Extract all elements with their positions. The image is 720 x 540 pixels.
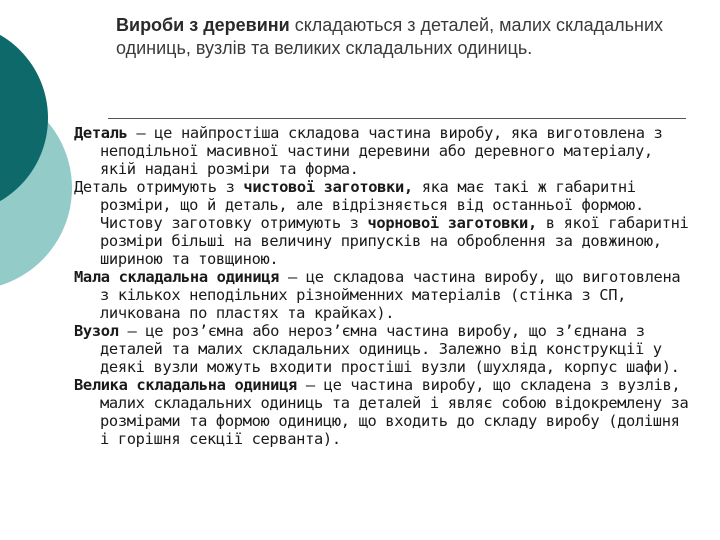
paragraph-vuzol <box>74 322 692 376</box>
zahotovka-text-1: Деталь отримують з <box>74 178 244 196</box>
zahotovka-text-2: яка має такі ж габаритні розміри, що й деталь, але відрізняється від останньої формою. Чистову заготовку отримують з <box>100 178 644 232</box>
term-chornova-zahotovka: чорнової заготовки, <box>367 214 537 232</box>
term-mala-odynytsia: Мала складальна одиниця <box>74 268 280 286</box>
definition-mala-odynytsia: – це складова частина виробу, що виготовлена з кількох неподільних різнойменних матеріалів (стінка з СП, личкована по пластях та крайках). <box>100 268 681 322</box>
title-rest: складаються з деталей, малих складальних одиниць, вузлів та великих складальних одиниць. <box>116 15 664 58</box>
title-divider <box>108 118 686 119</box>
term-velyka-odynytsia: Велика складальна одиниця <box>74 376 297 394</box>
definition-detal: – це найпростіша складова частина виробу, яка виготовлена з неподільної масивної частини деревини або деревного матеріалу, якій надані розміри та форма. <box>100 124 663 178</box>
definition-vuzol: – це роз’ємна або нероз’ємна частина виробу, що з’єднана з деталей та малих складальних одиниць. Залежно від конструкції у деякі вузли можуть входити простіші вузли (шухляда, корпус шафи). <box>100 322 680 376</box>
paragraph-velyka-odynytsia <box>74 376 692 448</box>
term-detal: Деталь <box>74 124 128 142</box>
title-bold: Вироби з деревини <box>116 15 290 35</box>
definition-velyka-odynytsia: – це частина виробу, що складена з вузлів, малих складальних одиниць та деталей і являє собою відокремлену за розмірами та формою одиницю, що входить до складу виробу (долішня і горішня секції серванта). <box>100 376 689 448</box>
paragraph-mala-odynytsia <box>74 268 692 322</box>
slide-title <box>116 14 676 60</box>
term-vuzol: Вузол <box>74 322 119 340</box>
paragraph-zahotovka <box>74 178 692 268</box>
slide-body <box>74 124 692 448</box>
zahotovka-text-3: в якої габаритні розміри більші на величину припусків на оброблення за довжиною, шириною та товщиною. <box>100 214 689 268</box>
paragraph-detal <box>74 124 692 178</box>
term-chystova-zahotovka: чистової заготовки, <box>243 178 413 196</box>
